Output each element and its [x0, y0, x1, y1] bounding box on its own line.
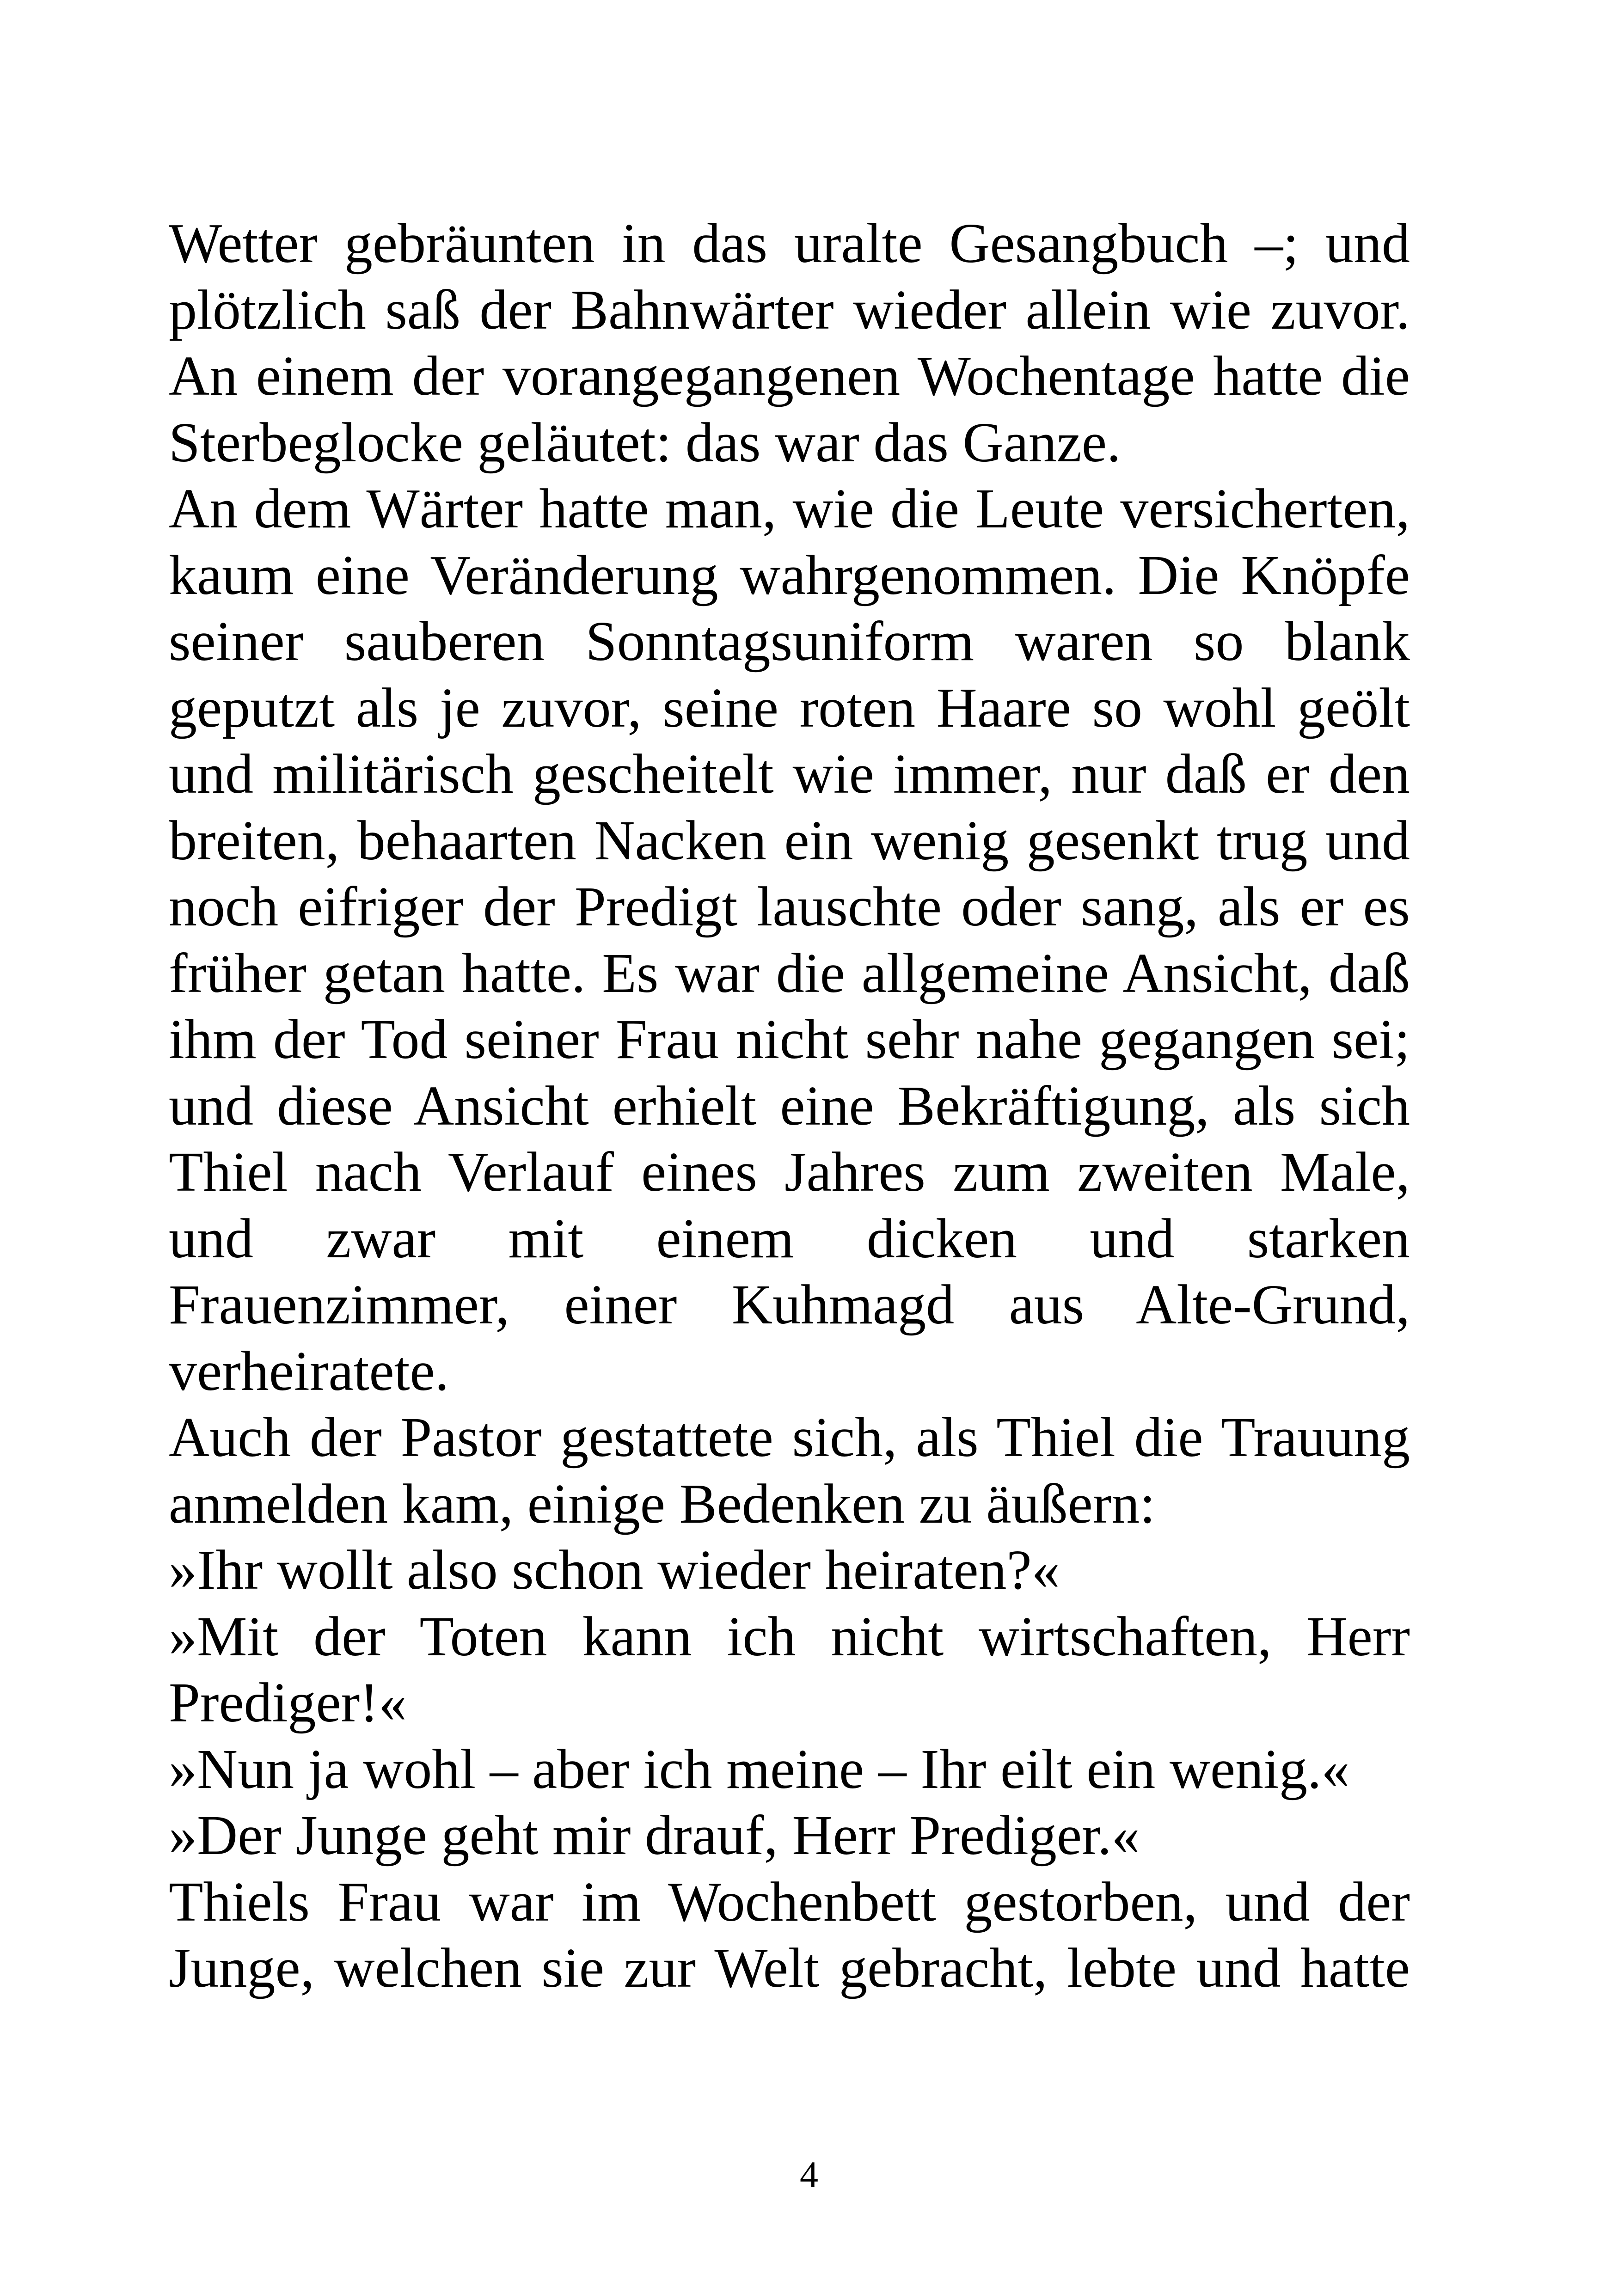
paragraph-4: »Ihr wollt also schon wieder heiraten?« — [169, 1539, 1060, 1601]
paragraph-1: Wetter gebräunten in das uralte Gesangbuch –; und plötzlich saß der Bahnwärter wieder allein wie zuvor. An einem der vorangegangenen Wochentage hatte die Sterbeglocke geläutet: das war das Ganze. — [169, 212, 1410, 474]
body-text — [169, 210, 1410, 2002]
paragraph-8: Thiels Frau war im Wochenbett gestorben, und der Junge, welchen sie zur Welt gebracht, lebte und hatte — [169, 1870, 1410, 1999]
page-number: 4 — [800, 2155, 818, 2195]
paragraph-2: An dem Wärter hatte man, wie die Leute versicherten, kaum eine Veränderung wahrgenommen. Die Knöpfe seiner sauberen Sonntagsuniform waren so blank geputzt als je zuvor, seine roten Haare so wohl geölt und militärisch gescheitelt wie immer, nur daß er den breiten, behaarten Nacken ein wenig gesenkt trug und noch eifriger der Predigt lauschte oder sang, als er es früher getan hatte. Es war die allgemeine Ansicht, daß ihm der Tod seiner Frau nicht sehr nahe gegangen sei; und diese Ansicht erhielt eine Bekräftigung, als sich Thiel nach Verlauf eines Jahres zum zweiten Male, und zwar mit einem dicken und starken Frauenzimmer, einer Kuhmagd aus Alte-Grund, verheiratete. — [169, 478, 1410, 1402]
paragraph-6: »Nun ja wohl – aber ich meine – Ihr eilt ein wenig.« — [169, 1738, 1350, 1800]
paragraph-5: »Mit der Toten kann ich nicht wirtschaften, Herr Prediger!« — [169, 1605, 1410, 1734]
paragraph-3: Auch der Pastor gestattete sich, als Thiel die Trauung anmelden kam, einige Bedenken zu äußern: — [169, 1406, 1410, 1535]
paragraph-7: »Der Junge geht mir drauf, Herr Prediger.« — [169, 1804, 1140, 1867]
